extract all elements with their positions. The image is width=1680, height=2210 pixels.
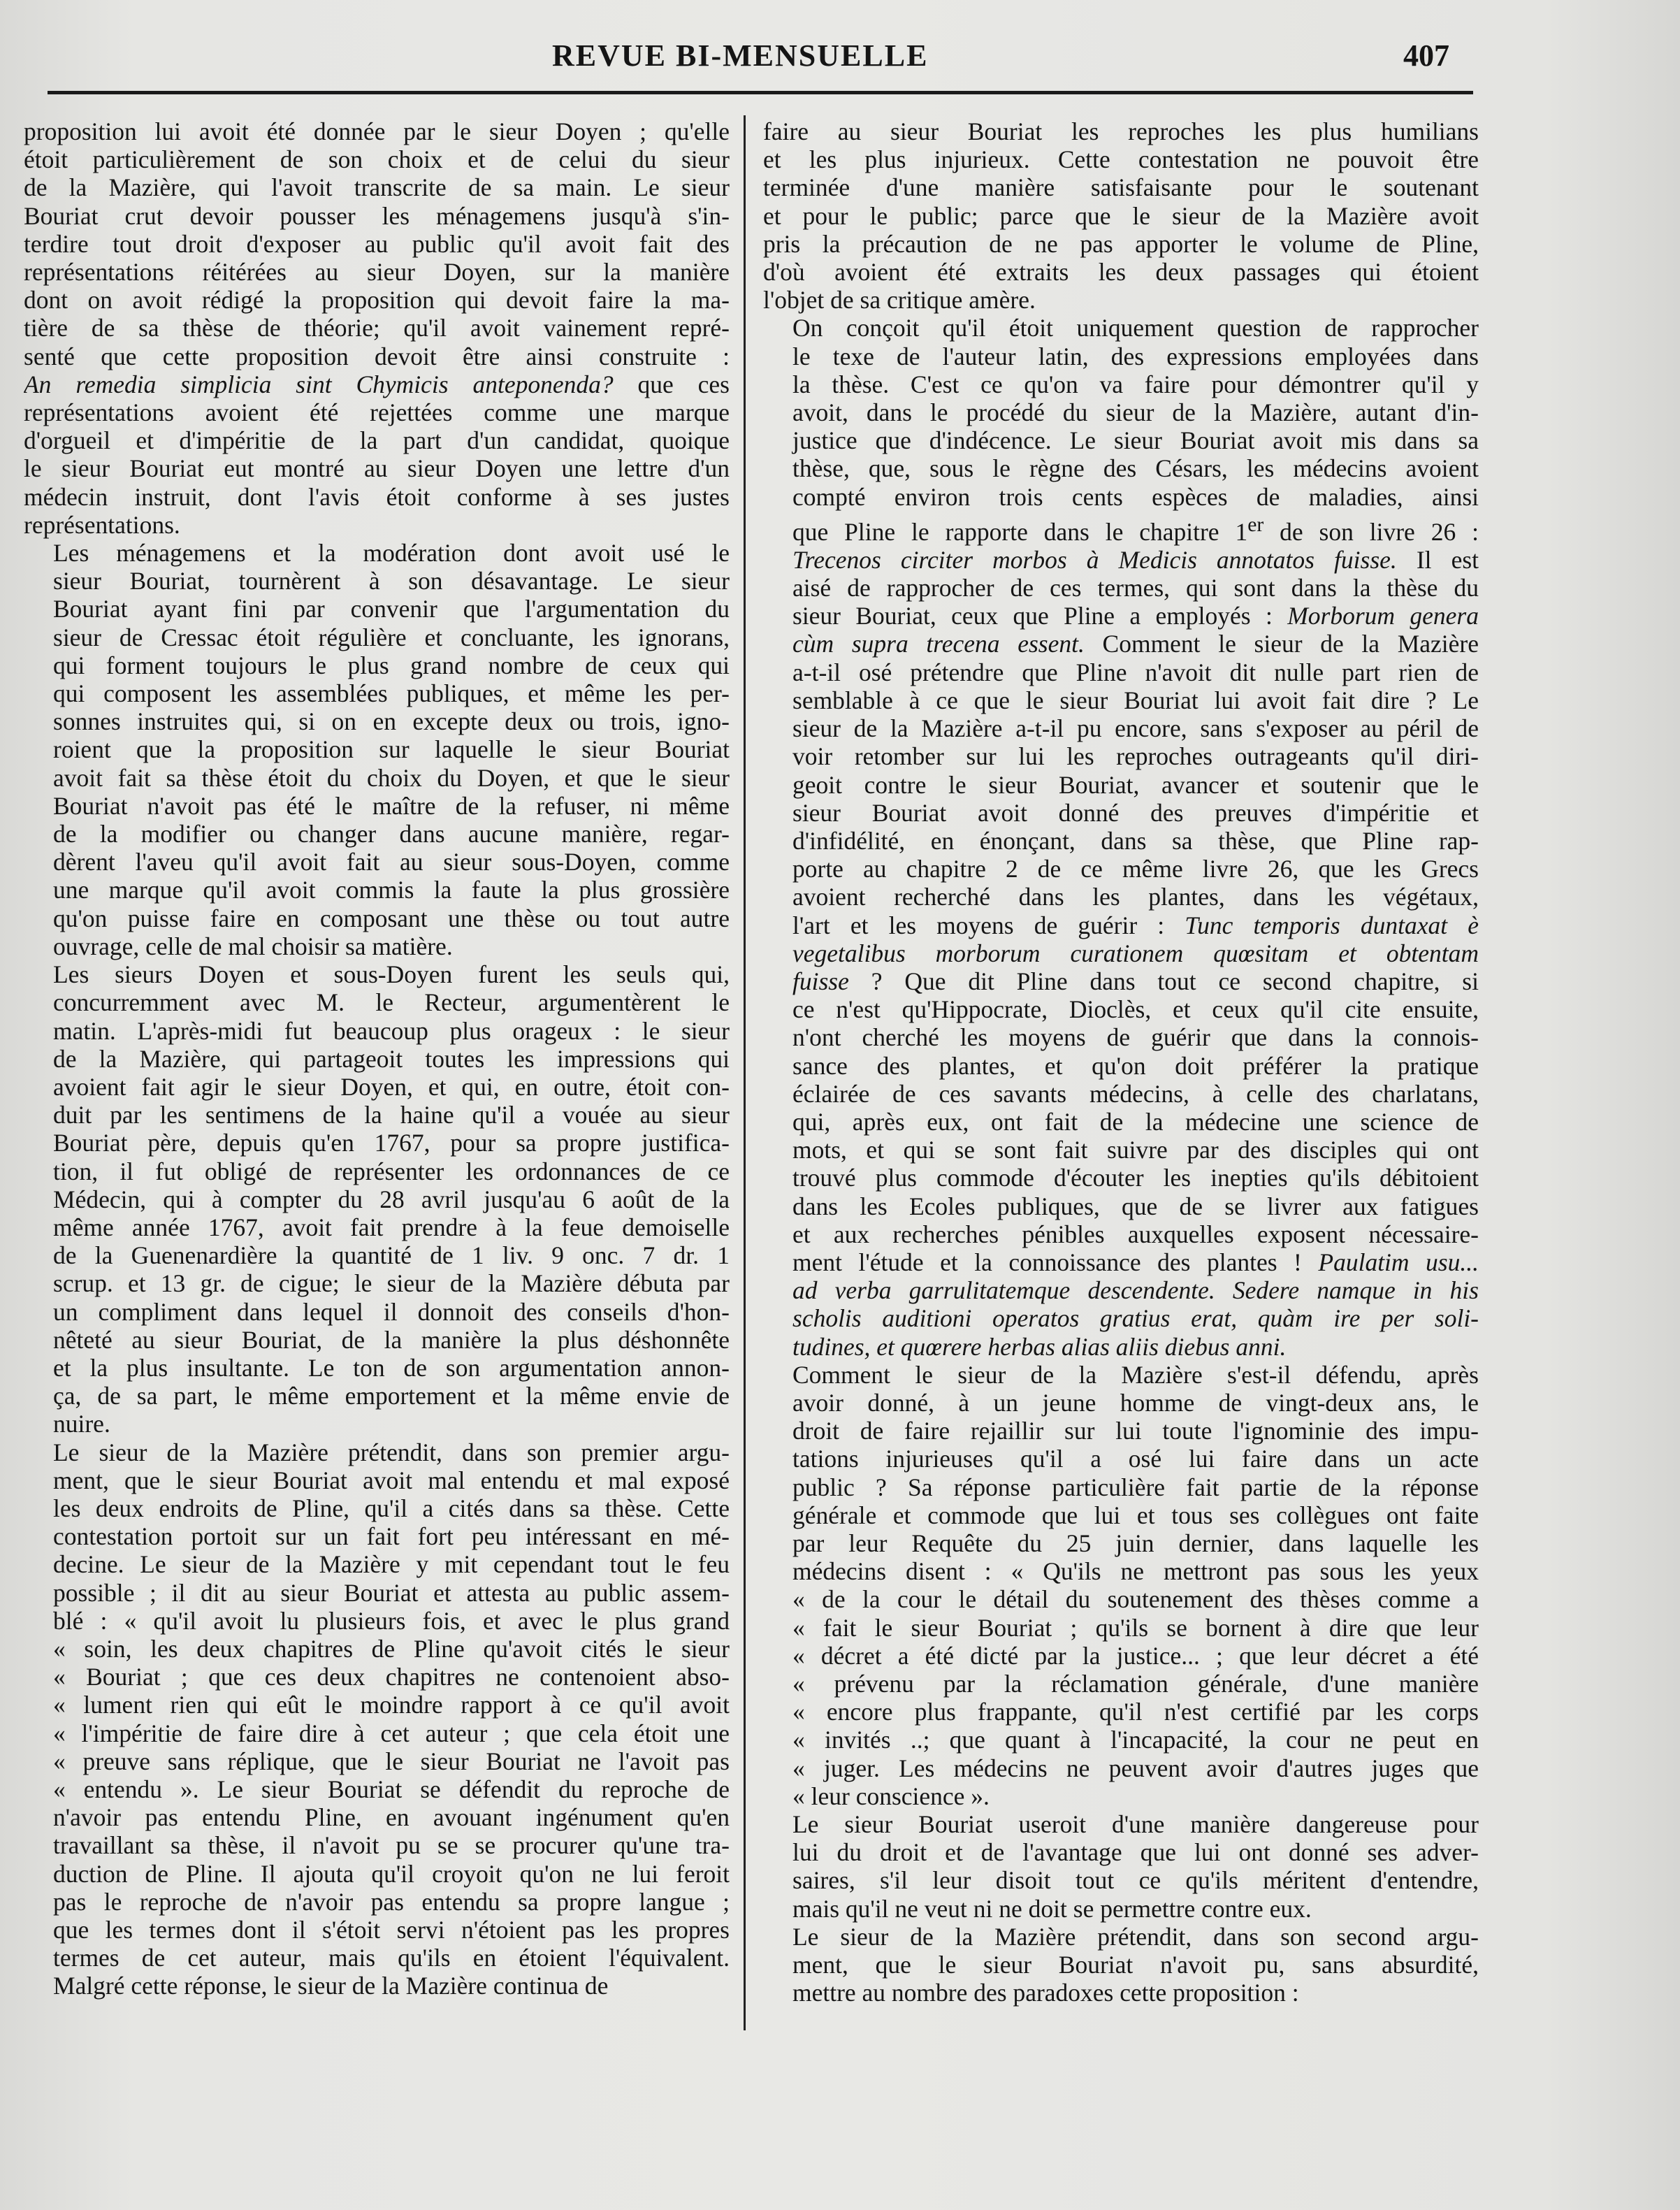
text-line: cùm supra trecena essent. Comment le sieur de la Mazière	[792, 630, 1479, 658]
text-line: sieur de la Mazière a-t-il pu encore, sans s'exposer au péril de	[792, 714, 1479, 743]
text-line: fuisse ? Que dit Pline dans tout ce second chapitre, si	[792, 967, 1479, 995]
text-line: l'art et les moyens de guérir : Tunc temporis duntaxat è	[792, 911, 1479, 939]
text-line: thèse, que, sous le règne des Césars, les médecins avoient	[792, 454, 1479, 483]
text-line: Trecenos circiter morbos à Medicis annotatos fuisse. Il est	[792, 545, 1479, 574]
text-line: sieur de Cressac étoit régulière et concluante, les ignorans,	[53, 623, 730, 651]
text-line: « lument rien qui eût le moindre rapport à ce qu'il avoit	[53, 1691, 730, 1719]
text-line: nêteté au sieur Bouriat, de la manière la plus déshonnête	[53, 1325, 730, 1354]
text-line: sonnes instruites qui, si on en excepte deux ou trois, igno-	[53, 707, 730, 736]
text-line: lui du droit et de l'avantage que lui ont donné ses adver-	[792, 1838, 1479, 1867]
text-line: les deux endroits de Pline, qu'il a cités dans sa thèse. Cette	[53, 1494, 730, 1522]
text-line: a-t-il osé prétendre que Pline n'avoit dit nulle part rien de	[792, 658, 1479, 686]
text-line: sieur Bouriat avoit donné des preuves d'impéritie et	[792, 798, 1479, 827]
text-line: même année 1767, avoit fait prendre à la feue demoiselle	[53, 1213, 730, 1241]
text-line: générale et commode que lui et tous ses collègues ont faite	[792, 1501, 1479, 1529]
paragraph	[763, 1923, 1479, 2007]
text-line: duction de Pline. Il ajouta qu'il croyoit qu'on ne lui feroit	[53, 1859, 730, 1888]
text-line: un compliment dans lequel il donnoit des conseils d'hon-	[53, 1297, 730, 1326]
text-line: « soin, les deux chapitres de Pline qu'avoit cités le sieur	[53, 1634, 730, 1663]
text-line: mettre au nombre des paradoxes cette proposition :	[792, 1979, 1299, 2007]
text-line: concurremment avec M. le Recteur, argumentèrent le	[53, 988, 730, 1017]
text-line: senté que cette proposition devoit être ainsi construite :	[24, 342, 730, 370]
text-line: de la modifier ou changer dans aucune manière, regar-	[53, 820, 730, 848]
text-line: avoient fait agir le sieur Doyen, et qui, en outre, étoit con-	[53, 1072, 730, 1101]
text-line: semblable à ce que le sieur Bouriat lui avoit fait dire ? Le	[792, 686, 1479, 714]
text-line: d'où avoient été extraits les deux passages qui étoient	[763, 258, 1479, 287]
text-line: dont on avoit rédigé la proposition qui devoit faire la ma-	[24, 286, 730, 315]
paragraph	[24, 117, 730, 539]
right-column	[763, 117, 1479, 2007]
text-line: nuire.	[53, 1410, 110, 1438]
text-line: ça, de sa part, le même emportement et la même envie de	[53, 1382, 730, 1410]
text-line: avoit, dans le procédé du sieur de la Mazière, autant d'in-	[792, 398, 1479, 427]
text-line: et les plus injurieux. Cette contestation ne pouvoit être	[763, 145, 1479, 174]
text-line: pris la précaution de ne pas apporter le volume de Pline,	[763, 229, 1479, 258]
paragraph	[763, 117, 1479, 314]
text-line: « invités ..; que quant à l'incapacité, la cour ne peut en	[792, 1726, 1479, 1754]
paragraph	[24, 960, 730, 1438]
text-line: terminée d'une manière satisfaisante pour le soutenant	[763, 173, 1479, 202]
page-header	[0, 34, 1680, 75]
left-column	[24, 117, 730, 2000]
text-line: « fait le sieur Bouriat ; qu'ils se bornent à dire que leur	[792, 1613, 1479, 1642]
text-line: représentations avoient été rejettées comme une marque	[24, 398, 730, 427]
text-line: saires, s'il leur disoit tout ce qu'ils méritent d'entendre,	[792, 1866, 1479, 1895]
text-line: par leur Requête du 25 juin dernier, dans laquelle les	[792, 1529, 1479, 1557]
text-line: geoit contre le sieur Bouriat, avancer et soutenir que le	[792, 770, 1479, 799]
text-line: Le sieur de la Mazière prétendit, dans son premier argu-	[53, 1438, 730, 1466]
text-line: duit par les sentimens de la haine qu'il a vouée au sieur	[53, 1101, 730, 1129]
text-line: éclairée de ces savants médecins, à celle des charlatans,	[792, 1079, 1479, 1108]
text-line: sance des plantes, et qu'on doit préférer la pratique	[792, 1051, 1479, 1080]
text-line: avoient recherché dans les plantes, dans les végétaux,	[792, 883, 1479, 911]
text-line: Le sieur Bouriat useroit d'une manière dangereuse pour	[792, 1810, 1479, 1839]
text-line: dans les Ecoles publiques, que de se livrer aux fatigues	[792, 1192, 1479, 1220]
text-line: trouvé plus commode d'écouter les inepties qu'ils débitoient	[792, 1164, 1479, 1192]
text-line: qui composent les assemblées publiques, et même les per-	[53, 679, 730, 708]
text-line: terdire tout droit d'exposer au public qu'il avoit fait des	[24, 229, 730, 258]
text-line: Bouriat ayant fini par convenir que l'argumentation du	[53, 595, 730, 623]
text-line: Bouriat crut devoir pousser les ménagemens jusqu'à s'in-	[24, 201, 730, 230]
text-line: sieur Bouriat, ceux que Pline a employés : Morborum genera	[792, 602, 1479, 630]
text-line: l'objet de sa critique amère.	[763, 286, 1036, 315]
text-line: « Bouriat ; que ces deux chapitres ne contenoient abso-	[53, 1663, 730, 1691]
text-line: pas le reproche de n'avoir pas entendu sa propre langue ;	[53, 1887, 730, 1916]
text-line: possible ; il dit au sieur Bouriat et attesta au public assem-	[53, 1578, 730, 1607]
text-line: voir retomber sur lui les reproches outrageants qu'il diri-	[792, 742, 1479, 771]
text-line: que les termes dont il s'étoit servi n'étoient pas les propres	[53, 1916, 730, 1944]
paragraph	[24, 539, 730, 960]
text-line: d'infidélité, en énonçant, dans sa thèse, que Pline rap-	[792, 826, 1479, 855]
text-line: avoir donné, à un jeune homme de vingt-deux ans, le	[792, 1388, 1479, 1417]
header-rule	[48, 91, 1473, 94]
text-line: mots, et qui se sont fait suivre par des disciples qui ont	[792, 1136, 1479, 1164]
text-line: et la plus insultante. Le ton de son argumentation annon-	[53, 1353, 730, 1382]
text-line: ment, que le sieur Bouriat n'avoit pu, sans absurdité,	[792, 1951, 1479, 1979]
text-line: tion, il fut obligé de représenter les ordonnances de ce	[53, 1157, 730, 1185]
text-line: Les sieurs Doyen et sous-Doyen furent les seuls qui,	[53, 960, 730, 989]
text-line: An remedia simplicia sint Chymicis anteponenda? que ces	[24, 370, 730, 398]
text-line: « entendu ». Le sieur Bouriat se défendit du reproche de	[53, 1775, 730, 1803]
text-line: « décret a été dicté par la justice... ; que leur décret a été	[792, 1641, 1479, 1670]
text-line: « encore plus frappante, qu'il n'est certifié par les corps	[792, 1698, 1479, 1726]
text-line: n'ont cherché les moyens de guérir que dans la connois-	[792, 1023, 1479, 1052]
text-line: « juger. Les médecins ne peuvent avoir d'autres juges que	[792, 1754, 1479, 1782]
text-line: proposition lui avoit été donnée par le sieur Doyen ; qu'elle	[24, 117, 730, 145]
text-line: Les ménagemens et la modération dont avoit usé le	[53, 539, 730, 568]
paragraph	[24, 1438, 730, 2000]
text-line: public ? Sa réponse particulière fait partie de la réponse	[792, 1473, 1479, 1501]
text-line: le texe de l'auteur latin, des expressions employées dans	[792, 342, 1479, 370]
text-line: de la Mazière, qui partageoit toutes les impressions qui	[53, 1044, 730, 1073]
text-line: médecin instruit, dont l'avis étoit conforme à ses justes	[24, 482, 730, 511]
text-line: scholis auditioni operatos gratius erat, quàm ire per soli-	[792, 1304, 1479, 1333]
text-line: dèrent l'aveu qu'il avoit fait au sieur sous-Doyen, comme	[53, 848, 730, 876]
text-line: de la Mazière, qui l'avoit transcrite de sa main. Le sieur	[24, 173, 730, 202]
text-line: Bouriat n'avoit pas été le maître de la refuser, ni même	[53, 791, 730, 820]
text-line: Bouriat père, depuis qu'en 1767, pour sa propre justifica-	[53, 1129, 730, 1157]
text-line: Le sieur de la Mazière prétendit, dans son second argu-	[792, 1922, 1479, 1951]
text-line: termes de cet auteur, mais qu'ils en étoient l'équivalent.	[53, 1944, 730, 1972]
text-line: scrup. et 13 gr. de cigue; le sieur de la Mazière débuta par	[53, 1269, 730, 1298]
text-line: ce n'est qu'Hippocrate, Dioclès, et ceux qu'il cite ensuite,	[792, 995, 1479, 1024]
text-line: « prévenu par la réclamation générale, d'une manière	[792, 1670, 1479, 1698]
text-line: aisé de rapprocher de ces termes, qui sont dans la thèse du	[792, 574, 1479, 602]
text-line: justice que d'indécence. Le sieur Bouriat avoit mis dans sa	[792, 426, 1479, 455]
text-line: et pour le public; parce que le sieur de la Mazière avoit	[763, 201, 1479, 230]
text-line: n'avoir pas entendu Pline, en avouant ingénument qu'en	[53, 1803, 730, 1832]
text-line: représentations.	[24, 510, 180, 539]
text-line: mais qu'il ne veut ni ne doit se permettre contre eux.	[792, 1894, 1312, 1923]
text-line: porte au chapitre 2 de ce même livre 26, que les Grecs	[792, 855, 1479, 883]
text-line: d'orgueil et d'impéritie de la part d'un candidat, quoique	[24, 426, 730, 455]
running-title: REVUE BI-MENSUELLE	[552, 38, 929, 73]
text-line: Comment le sieur de la Mazière s'est-il défendu, après	[792, 1360, 1479, 1389]
text-line: roient que la proposition sur laquelle le sieur Bouriat	[53, 735, 730, 764]
paragraph	[763, 1361, 1479, 1810]
text-line: que Pline le rapporte dans le chapitre 1er de son livre 26 :	[792, 513, 1479, 546]
text-line: On conçoit qu'il étoit uniquement question de rapprocher	[792, 314, 1479, 342]
text-line: decine. Le sieur de la Mazière y mit cependant tout le feu	[53, 1550, 730, 1579]
text-line: de la Guenenardière la quantité de 1 liv. 9 onc. 7 dr. 1	[53, 1241, 730, 1270]
text-line: le sieur Bouriat eut montré au sieur Doyen une lettre d'un	[24, 454, 730, 483]
text-line: une marque qu'il avoit commis la faute la plus grossière	[53, 876, 730, 904]
text-line: Malgré cette réponse, le sieur de la Mazière continua de	[53, 1972, 609, 2000]
text-line: « l'impéritie de faire dire à cet auteur ; que cela étoit une	[53, 1719, 730, 1747]
text-line: avoit fait sa thèse étoit du choix du Doyen, et que le sieur	[53, 763, 730, 792]
text-line: contestation portoit sur un fait fort peu intéressant en mé-	[53, 1522, 730, 1551]
text-line: blé : « qu'il avoit lu plusieurs fois, et avec le plus grand	[53, 1606, 730, 1635]
text-line: Médecin, qui à compter du 28 avril jusqu'au 6 août de la	[53, 1185, 730, 1213]
text-line: « leur conscience ».	[792, 1782, 990, 1810]
text-line: médecins disent : « Qu'ils ne mettront pas sous les yeux	[792, 1557, 1479, 1586]
page-number: 407	[1403, 38, 1449, 73]
text-line: la thèse. C'est ce qu'on va faire pour démontrer qu'il y	[792, 370, 1479, 398]
text-line: et aux recherches pénibles auxquelles exposent nécessaire-	[792, 1220, 1479, 1248]
text-line: travaillant sa thèse, il n'avoit pu se se procurer qu'une tra-	[53, 1831, 730, 1860]
paragraph	[763, 314, 1479, 1360]
text-line: ment l'étude et la connoissance des plantes ! Paulatim usu...	[792, 1248, 1479, 1276]
text-line: « de la cour le détail du soutenement des thèses comme a	[792, 1585, 1479, 1614]
text-line: matin. L'après-midi fut beaucoup plus orageux : le sieur	[53, 1016, 730, 1045]
text-line: « preuve sans réplique, que le sieur Bouriat ne l'avoit pas	[53, 1747, 730, 1775]
text-line: représentations réitérées au sieur Doyen, sur la manière	[24, 258, 730, 287]
text-line: ment, que le sieur Bouriat avoit mal entendu et mal exposé	[53, 1466, 730, 1494]
text-line: tations injurieuses qu'il a osé lui faire dans un acte	[792, 1445, 1479, 1473]
text-line: qu'on puisse faire en composant une thèse ou tout autre	[53, 904, 730, 932]
text-line: qui forment toujours le plus grand nombre de ceux qui	[53, 651, 730, 679]
text-line: étoit particulièrement de son choix et de celui du sieur	[24, 145, 730, 174]
text-line: tière de sa thèse de théorie; qu'il avoit vainement repré-	[24, 314, 730, 342]
text-line: compté environ trois cents espèces de maladies, ainsi	[792, 482, 1479, 511]
text-line: sieur Bouriat, tournèrent à son désavantage. Le sieur	[53, 567, 730, 595]
text-line: ouvrage, celle de mal choisir sa matière.	[53, 932, 453, 960]
text-line: faire au sieur Bouriat les reproches les plus humilians	[763, 117, 1479, 145]
text-line: ad verba garrulitatemque descendente. Sedere namque in his	[792, 1276, 1479, 1305]
column-divider	[744, 115, 746, 2030]
text-line: qui, après eux, ont fait de la médecine une science de	[792, 1107, 1479, 1136]
text-line: droit de faire rejaillir sur lui toute l'ignominie des impu-	[792, 1417, 1479, 1445]
text-line: tudines, et quœrere herbas alias aliis diebus anni.	[792, 1332, 1287, 1361]
paragraph	[763, 1810, 1479, 1923]
text-line: vegetalibus morborum curationem quœsitam et obtentam	[792, 939, 1479, 967]
